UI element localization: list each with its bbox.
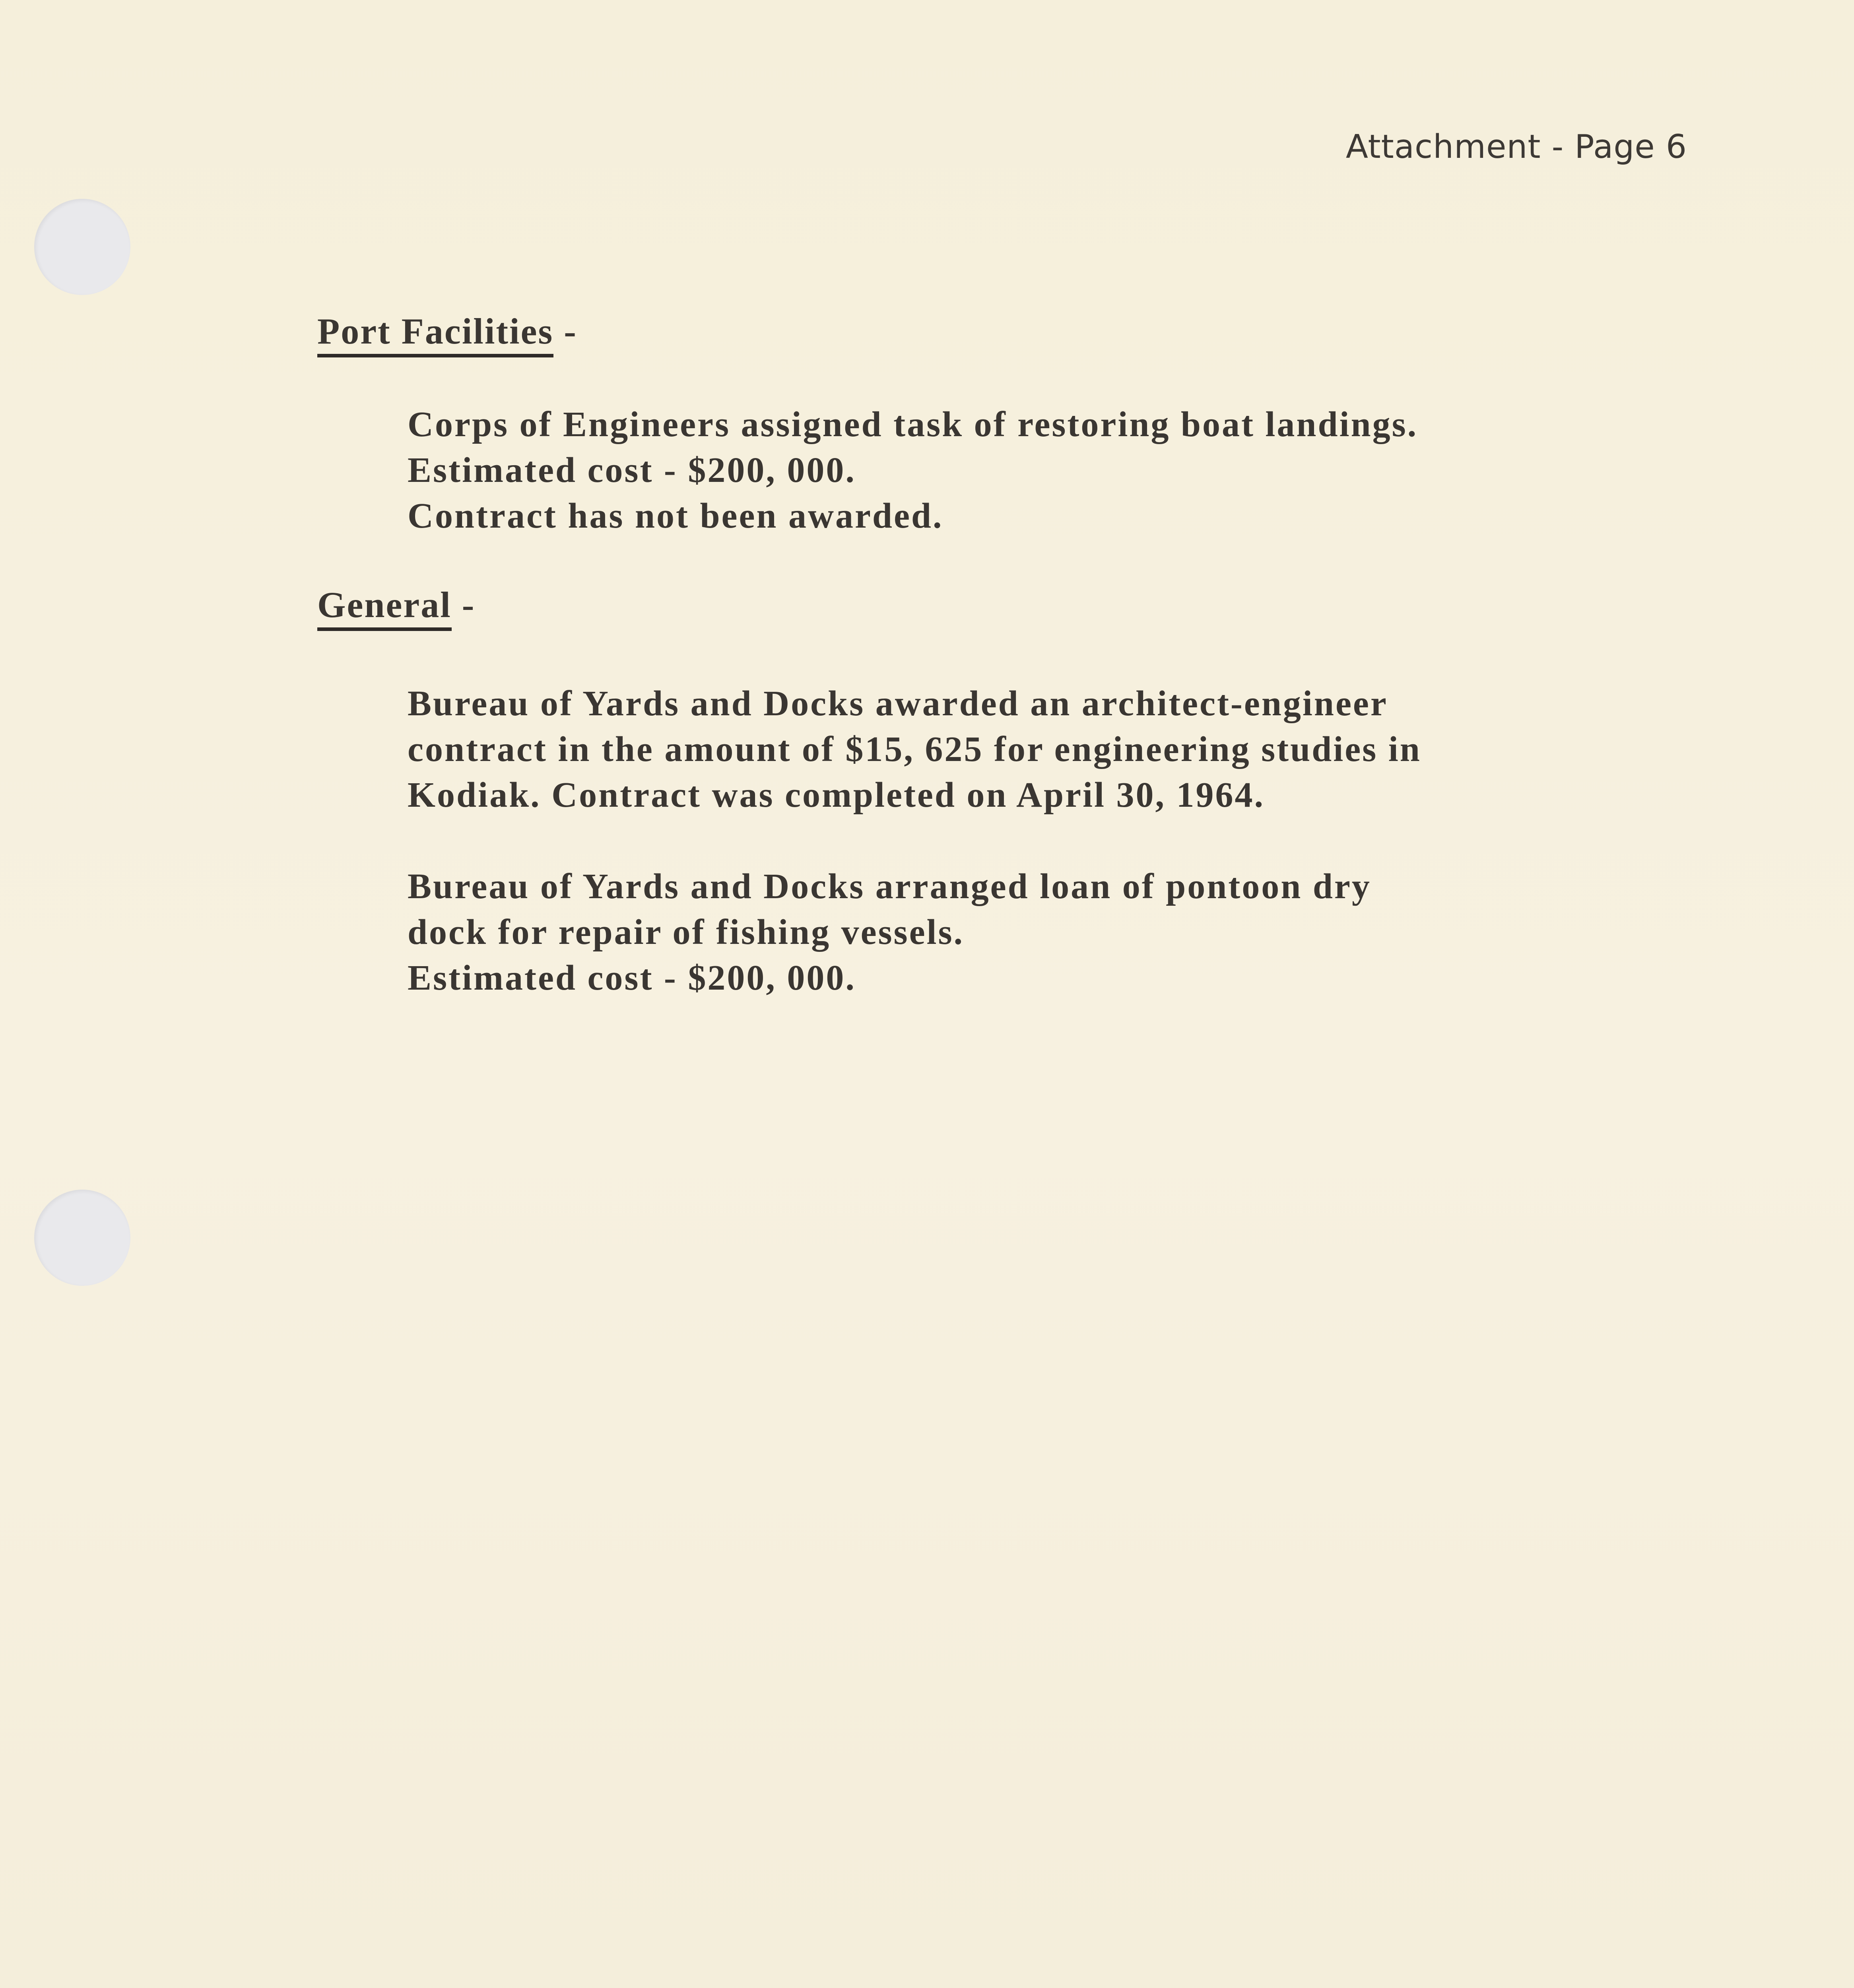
- paragraph-line: Bureau of Yards and Docks arranged loan of pontoon dry: [408, 867, 1371, 906]
- port-facilities-paragraph: [408, 402, 1418, 539]
- punch-hole-middle: [34, 1190, 130, 1286]
- paragraph-line: dock for repair of fishing vessels.: [408, 912, 965, 952]
- general-paragraph-1: [408, 681, 1421, 818]
- paragraph-line: Estimated cost - $200, 000.: [408, 450, 856, 490]
- section-heading-general: [317, 584, 475, 631]
- heading-text: Port Facilities: [317, 310, 553, 357]
- heading-dash: -: [451, 584, 476, 625]
- paragraph-line: contract in the amount of $15, 625 for engineering studies in: [408, 730, 1421, 769]
- heading-dash: -: [553, 311, 577, 351]
- section-heading-port-facilities: [317, 310, 577, 357]
- paragraph-line: Bureau of Yards and Docks awarded an architect-engineer: [408, 684, 1388, 723]
- paragraph-line: Kodiak. Contract was completed on April 30, 1964.: [408, 775, 1265, 815]
- paragraph-line: Estimated cost - $200, 000.: [408, 958, 856, 998]
- general-paragraph-2: [408, 864, 1371, 1001]
- heading-text: General: [317, 584, 452, 631]
- page-label: Attachment - Page 6: [1345, 128, 1687, 166]
- punch-hole-top: [34, 199, 130, 295]
- paragraph-line: Contract has not been awarded.: [408, 496, 944, 536]
- paragraph-line: Corps of Engineers assigned task of restoring boat landings.: [408, 405, 1418, 444]
